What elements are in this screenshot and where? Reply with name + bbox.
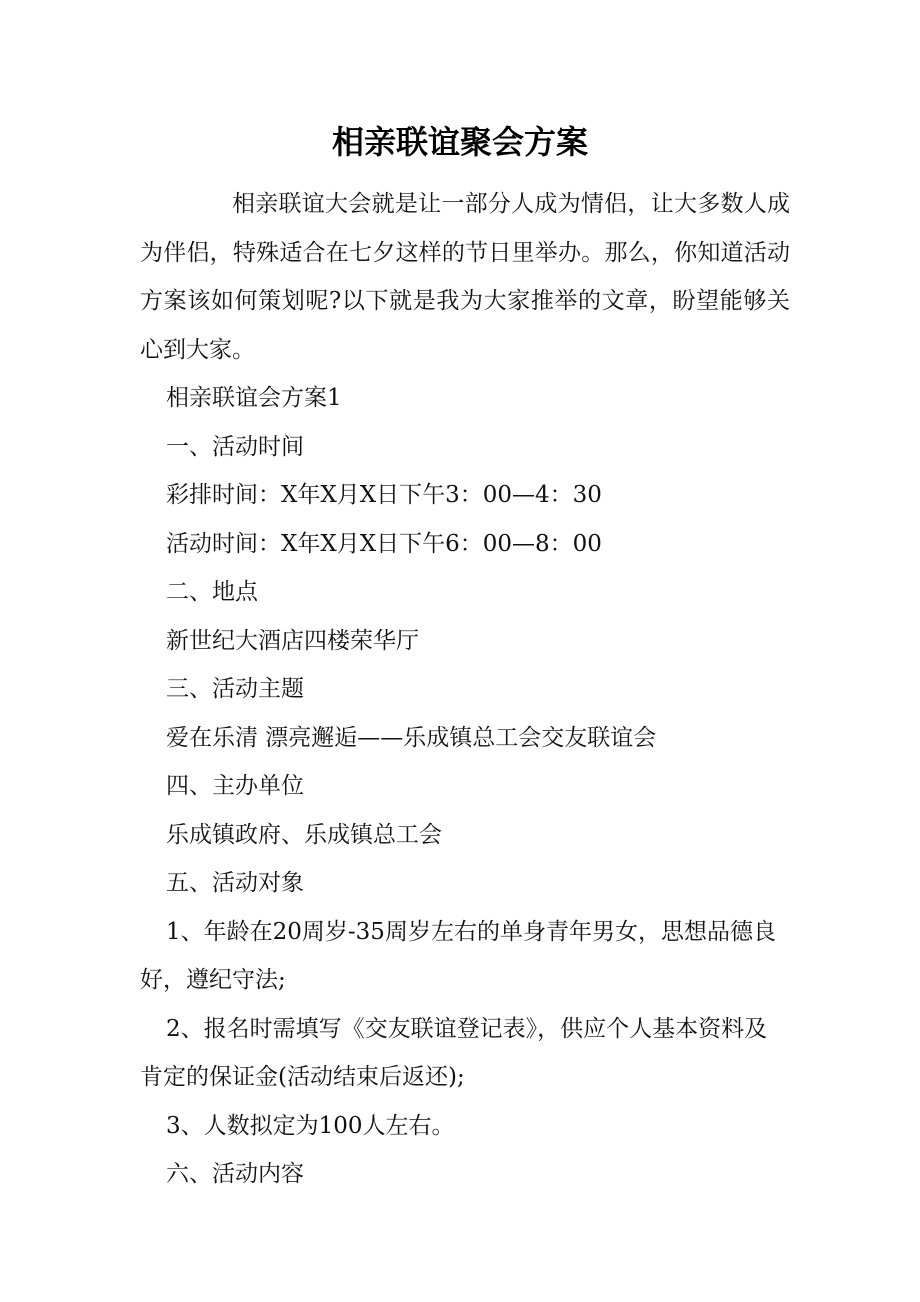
section-heading-organizer: 四、主办单位 [166,773,304,799]
participant-item-1: 1、年龄在20周岁-35周岁左右的单身青年男女，思想品德良好，遵纪守法; [140,918,776,993]
theme-text: 爱在乐清 漂亮邂逅——乐成镇总工会交友联谊会 [166,724,657,751]
participant-item-3: 3、人数拟定为100人左右。 [166,1112,455,1139]
participant-item-2: 2、报名时需填写《交友联谊登记表》，供应个人基本资料及肯定的保证金(活动结束后返还); [140,1015,768,1090]
intro-paragraph: 相亲联谊大会就是让一部分人成为情侣，让大多数人成为伴侣，特殊适合在七夕这样的节日里举办。那么，你知道活动方案该如何策划呢?以下就是我为大家推举的文章，盼望能够关心到大家。 [140,191,790,363]
rehearsal-time: 彩排时间：X年X月X日下午3：00—4：30 [166,482,602,508]
organizer-text: 乐成镇政府、乐成镇总工会 [166,821,442,848]
section-heading-time: 一、活动时间 [166,433,304,460]
section-heading-participants: 五、活动对象 [166,870,304,896]
section-heading-theme: 三、活动主题 [166,676,304,702]
section-heading-location: 二、地点 [166,579,258,605]
document-body [140,180,790,1199]
event-time: 活动时间：X年X月X日下午6：00—8：00 [166,530,602,557]
document-title: 相亲联谊聚会方案 [331,123,588,161]
plan-heading: 相亲联谊会方案1 [166,385,342,411]
location-text: 新世纪大酒店四楼荣华厅 [166,627,419,654]
section-heading-content: 六、活动内容 [166,1161,304,1187]
